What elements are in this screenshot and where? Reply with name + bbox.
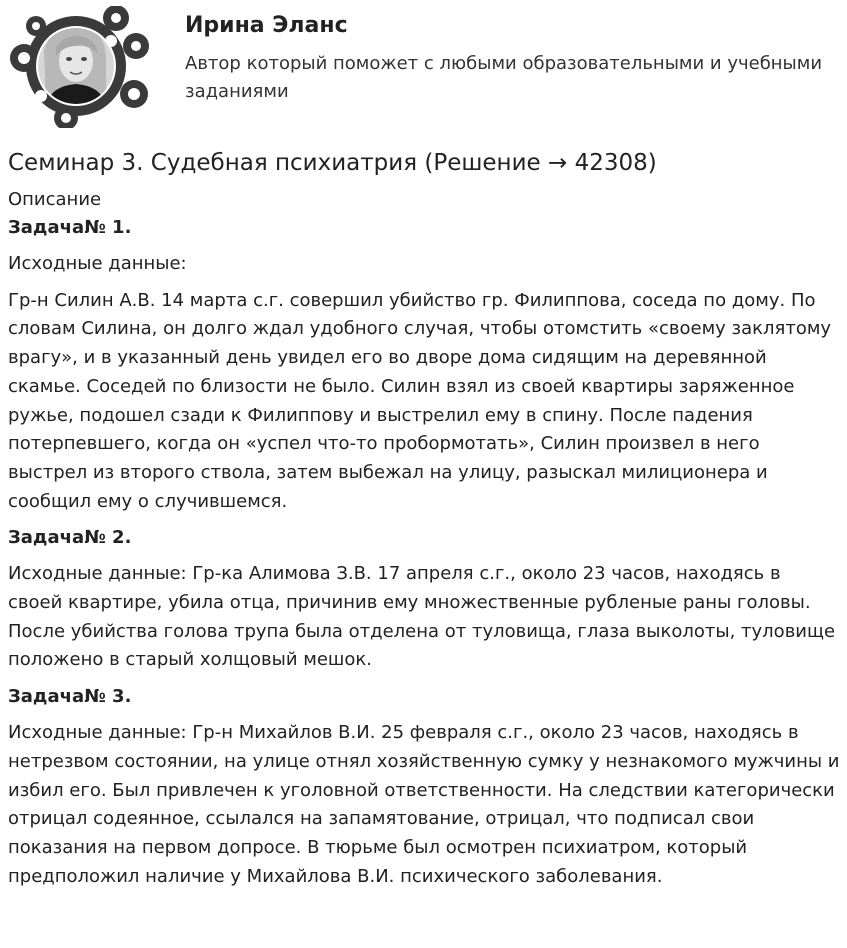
page-title: Семинар 3. Судебная психиатрия (Решение → 42308) <box>8 150 657 176</box>
task-title: Задача№ 1. <box>8 217 132 238</box>
author-description: Автор который поможет с любыми образовательными и учебными заданиями <box>185 53 823 102</box>
task-paragraph: Исходные данные: <box>8 253 187 274</box>
task-paragraph: Исходные данные: Гр-ка Алимова З.В. 17 апреля с.г., около 23 часов, находясь в своей квартире, убила отца, причинив ему множественные рубленые раны головы. После убийства голова трупа была отделена от туловища, глаза выколоты, туловище положено в старый холщовый мешок. <box>8 563 836 671</box>
author-card <box>0 0 847 130</box>
author-avatar <box>6 6 152 128</box>
author-name[interactable]: Ирина Эланс <box>185 13 348 38</box>
task-paragraph: Исходные данные: Гр-н Михайлов В.И. 25 февраля с.г., около 23 часов, находясь в нетрезвом состоянии, на улице отнял хозяйственную сумку у незнакомого мужчины и избил его. Был привлечен к уголовной ответственности. На следствии категорически отрицал содеянное, ссылался на запамятование, отрицал, что подписал свои показания на первом допросе. В тюрьме был осмотрен психиатром, который предположил наличие у Михайлова В.И. психического заболевания. <box>8 722 840 887</box>
task-1 <box>8 214 840 516</box>
task-title: Задача№ 2. <box>8 527 132 549</box>
task-paragraph: Гр-н Силин А.В. 14 марта с.г. совершил убийство гр. Филиппова, соседа по дому. По словам Силина, он долго ждал удобного случая, чтобы отомстить «своему заклятому врагу», и в указанный день увидел его во дворе дома сидящим на деревянной скамье. Соседей по близости не было. Силин взял из своей квартиры заряженное ружье, подошел сзади к Филиппову и выстрелил ему в спину. После падения потерпевшего, когда он «успел что-то пробормотать», Силин произвел в него выстрел из второго ствола, затем выбежал на улицу, разыскал милиционера и сообщил ему о случившемся. <box>8 289 832 512</box>
description-label: Описание <box>8 189 102 210</box>
task-2 <box>8 524 840 675</box>
description-section <box>8 186 840 899</box>
task-3 <box>8 683 840 891</box>
author-photo <box>36 26 116 106</box>
task-title: Задача№ 3. <box>8 686 132 708</box>
